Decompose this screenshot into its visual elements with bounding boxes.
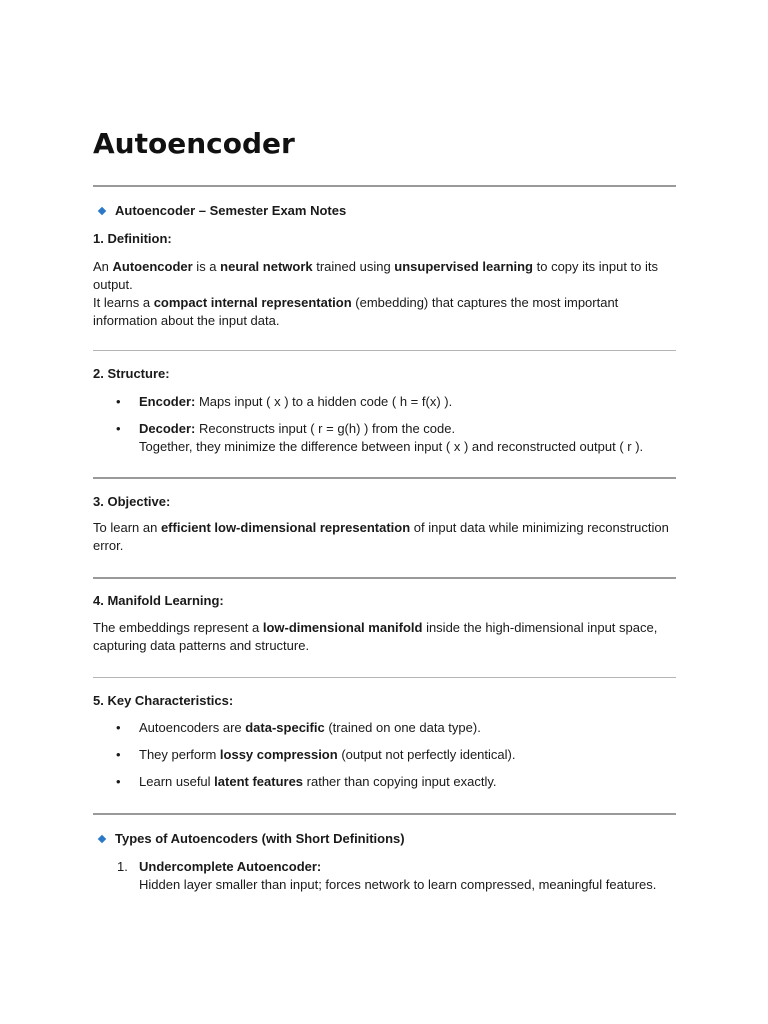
section-divider <box>93 477 676 479</box>
text-run: (trained on one data type). <box>324 720 481 735</box>
text-run: Hidden layer smaller than input; forces network to learn compressed, meaningful features. <box>139 877 657 892</box>
section-heading-structure: 2. Structure: <box>93 366 170 381</box>
text-run: Maps input ( x ) to a hidden code ( h = f(x) ). <box>195 394 453 409</box>
text-run: An <box>93 259 113 274</box>
objective-line <box>93 519 676 555</box>
text-run: It learns a <box>93 295 154 310</box>
text-run: of input data while minimizing reconstruction error. <box>93 520 669 553</box>
manifold-line <box>93 619 676 655</box>
text-run: Reconstructs input ( r = g(h) ) from the code. <box>195 421 456 436</box>
bold-term: lossy compression <box>219 747 338 762</box>
definition-paragraph <box>93 258 676 330</box>
text-run: inside the high-dimensional input space, capturing data patterns and structure. <box>93 620 658 653</box>
definition-line-1 <box>93 258 676 294</box>
section-heading-objective: 3. Objective: <box>93 494 171 509</box>
bullet-icon: • <box>116 747 121 762</box>
text-run: The embeddings represent a <box>93 620 263 635</box>
section-divider <box>93 577 676 579</box>
section-heading-definition: 1. Definition: <box>93 231 172 246</box>
text-run: (embedding) that captures the most important information about the input data. <box>93 295 619 328</box>
types-heading <box>93 830 676 848</box>
intro-heading <box>93 202 676 220</box>
bold-term: Encoder: <box>139 394 196 409</box>
bullet-icon: • <box>116 394 121 409</box>
list-item-text <box>139 746 679 764</box>
bold-term: data-specific <box>245 720 325 735</box>
list-item-text <box>139 858 659 894</box>
diamond-bullet-icon <box>98 206 106 214</box>
text-run: trained using <box>312 259 395 274</box>
page-title: Autoencoder <box>93 127 295 160</box>
text-run: to copy its input to its output. <box>93 259 659 292</box>
section-divider <box>93 813 676 815</box>
section-divider <box>93 350 676 351</box>
list-number: 1. <box>117 859 128 874</box>
manifold-paragraph <box>93 619 676 655</box>
section-heading-characteristics: 5. Key Characteristics: <box>93 693 234 708</box>
bold-term: compact internal representation <box>153 295 352 310</box>
list-item-text <box>139 393 679 411</box>
text-run: rather than copying input exactly. <box>303 774 497 789</box>
definition-line-2 <box>93 294 676 330</box>
section-divider <box>93 677 676 678</box>
section-heading-manifold: 4. Manifold Learning: <box>93 593 224 608</box>
bold-term: low-dimensional manifold <box>262 620 423 635</box>
bold-term: Autoencoder <box>112 259 193 274</box>
bold-term: Decoder: <box>139 421 196 436</box>
list-item-text <box>139 420 679 456</box>
objective-paragraph <box>93 519 676 555</box>
diamond-bullet-icon <box>98 834 106 842</box>
text-run: (output not perfectly identical). <box>337 747 516 762</box>
bold-term: Undercomplete Autoencoder: <box>139 859 322 874</box>
list-item-text <box>139 773 679 791</box>
bullet-icon: • <box>116 720 121 735</box>
text-run: Autoencoders are <box>139 720 246 735</box>
text-run: Learn useful <box>139 774 215 789</box>
text-run: is a <box>192 259 221 274</box>
title-divider <box>93 185 676 187</box>
bold-term: unsupervised learning <box>394 259 533 274</box>
text-run: They perform <box>139 747 220 762</box>
text-run: Together, they minimize the difference between input ( x ) and reconstructed output ( r ). <box>139 439 644 454</box>
bold-term: neural network <box>220 259 313 274</box>
bold-term: efficient low-dimensional representation <box>160 520 411 535</box>
list-item-text <box>139 719 679 737</box>
bold-term: latent features <box>214 774 304 789</box>
bullet-icon: • <box>116 421 121 436</box>
text-run: To learn an <box>93 520 161 535</box>
bullet-icon: • <box>116 774 121 789</box>
types-heading-text: Types of Autoencoders (with Short Definitions) <box>115 831 405 846</box>
intro-heading-text: Autoencoder – Semester Exam Notes <box>115 203 347 218</box>
